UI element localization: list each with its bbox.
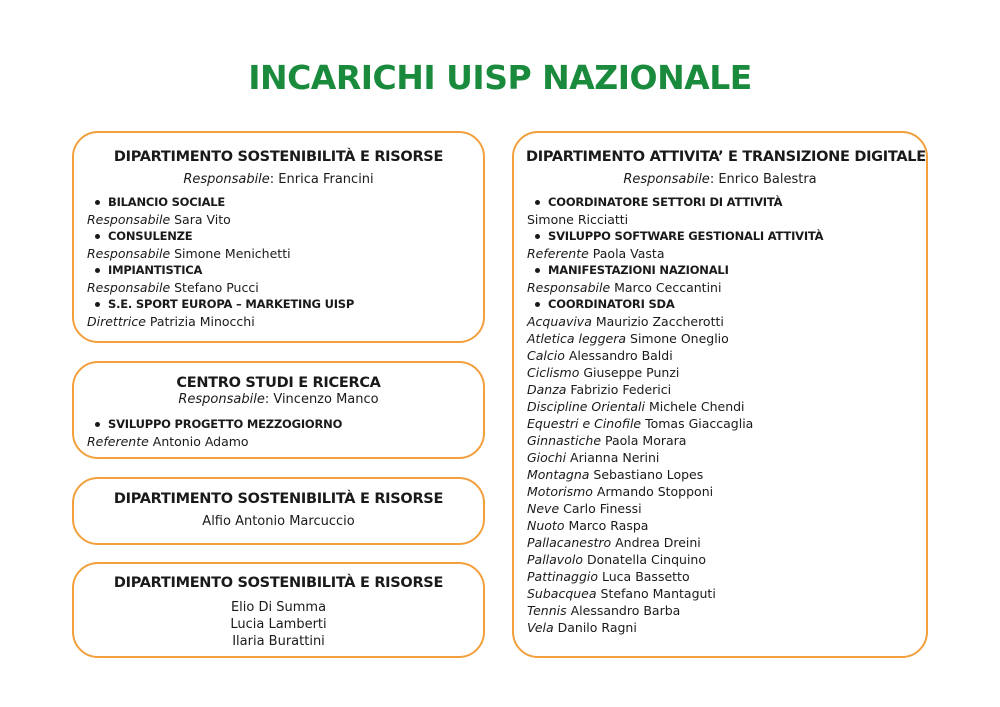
role-line: Responsabile Marco Ceccantini — [527, 280, 722, 295]
dept-sostenibilita-box — [72, 131, 485, 343]
responsabile-line — [86, 171, 471, 188]
list-item: Calcio Alessandro Baldi — [527, 348, 673, 363]
list-item: Vela Danilo Ragni — [527, 620, 637, 635]
role-label: Responsabile — [178, 392, 265, 407]
bullet-heading: SVILUPPO SOFTWARE GESTIONALI ATTIVITÀ — [526, 228, 914, 245]
role-line: Responsabile Stefano Pucci — [87, 280, 259, 295]
role-line: Referente Antonio Adamo — [87, 434, 249, 449]
list-item: Danza Fabrizio Federici — [527, 382, 672, 397]
dept-attivita-box — [512, 131, 928, 658]
person-name: Elio Di Summa — [230, 600, 327, 615]
person-name: : Vincenzo Manco — [264, 392, 379, 407]
bullet-heading: IMPIANTISTICA — [86, 262, 471, 279]
bullet-heading: CONSULENZE — [86, 228, 471, 245]
list-item: Acquaviva Maurizio Zaccherotti — [527, 314, 724, 329]
list-item: Discipline Orientali Michele Chendi — [527, 399, 745, 414]
person-name: Alfio Antonio Marcuccio — [202, 514, 355, 529]
role-line: Referente Paola Vasta — [527, 246, 665, 261]
list-item: Pallavolo Donatella Cinquino — [527, 552, 707, 567]
role-line: Simone Ricciatti — [527, 212, 629, 227]
sda-list — [526, 313, 914, 636]
list-item: Tennis Alessandro Barba — [527, 603, 681, 618]
person-name: Ilaria Burattini — [232, 634, 325, 649]
centro-studi-box — [72, 361, 485, 459]
list-item: Subacquea Stefano Mantaguti — [527, 586, 716, 601]
role-label: Responsabile — [183, 172, 270, 187]
box-title: DIPARTIMENTO ATTIVITA’ E TRANSIZIONE DIGITALE — [526, 149, 926, 165]
bullet-heading: SVILUPPO PROGETTO MEZZOGIORNO — [86, 416, 471, 433]
box-title: CENTRO STUDI E RICERCA — [176, 375, 381, 391]
list-item: Pallacanestro Andrea Dreini — [527, 535, 701, 550]
list-item: Nuoto Marco Raspa — [527, 518, 649, 533]
person-name: : Enrico Balestra — [709, 172, 817, 187]
bullet-heading: MANIFESTAZIONI NAZIONALI — [526, 262, 914, 279]
role-line: Direttrice Patrizia Minocchi — [87, 314, 255, 329]
role-line: Responsabile Simone Menichetti — [87, 246, 291, 261]
person-name: : Enrica Francini — [269, 172, 374, 187]
list-item: Giochi Arianna Nerini — [527, 450, 660, 465]
bullet-heading: S.E. SPORT EUROPA – MARKETING UISP — [86, 296, 471, 313]
person-name: Lucia Lamberti — [230, 617, 327, 632]
list-item: Motorismo Armando Stopponi — [527, 484, 714, 499]
page-title: INCARICHI UISP NAZIONALE — [248, 58, 752, 97]
box-title: DIPARTIMENTO SOSTENIBILITÀ E RISORSE — [113, 149, 444, 165]
bullet-heading: COORDINATORI SDA — [526, 296, 914, 313]
responsabile-line — [526, 171, 914, 188]
list-item: Montagna Sebastiano Lopes — [527, 467, 704, 482]
role-line: Responsabile Sara Vito — [87, 212, 231, 227]
bullet-heading: COORDINATORE SETTORI DI ATTIVITÀ — [526, 194, 914, 211]
dept-sostenibilita-box-3 — [72, 562, 485, 658]
list-item: Ginnastiche Paola Morara — [527, 433, 687, 448]
dept-sostenibilita-box-2 — [72, 477, 485, 545]
list-item: Pattinaggio Luca Bassetto — [527, 569, 690, 584]
bullet-heading: BILANCIO SOCIALE — [86, 194, 471, 211]
list-item: Neve Carlo Finessi — [527, 501, 642, 516]
list-item: Ciclismo Giuseppe Punzi — [527, 365, 680, 380]
responsabile-line — [86, 391, 471, 408]
role-label: Responsabile — [623, 172, 710, 187]
box-title: DIPARTIMENTO SOSTENIBILITÀ E RISORSE — [113, 491, 444, 507]
list-item: Atletica leggera Simone Oneglio — [527, 331, 729, 346]
box-title: DIPARTIMENTO SOSTENIBILITÀ E RISORSE — [113, 575, 444, 591]
list-item: Equestri e Cinofile Tomas Giaccaglia — [527, 416, 754, 431]
